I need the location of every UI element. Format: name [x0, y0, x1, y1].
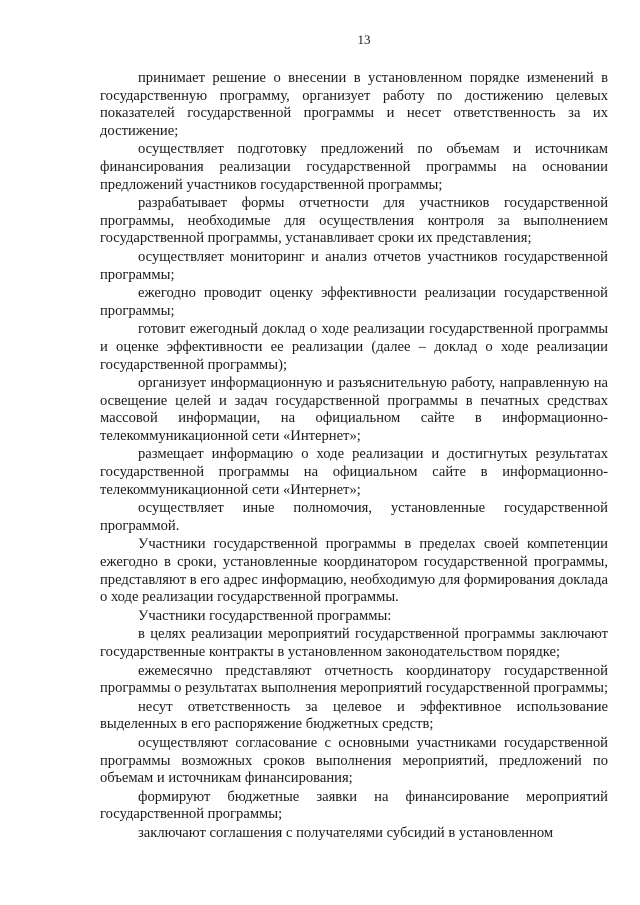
paragraph: готовит ежегодный доклад о ходе реализации государственной программы и оценке эффективности ее реализации (далее – доклад о ходе реализации государственной программы);: [100, 321, 608, 373]
paragraph: формируют бюджетные заявки на финансирование мероприятий государственной программы;: [100, 788, 608, 823]
paragraph: осуществляет подготовку предложений по объемам и источникам финансирования реализации государственной программы на основании предложений участников государственной программы;: [100, 141, 608, 193]
paragraph: размещает информацию о ходе реализации и достигнутых результатах государственной программы на официальном сайте в информационно-телекоммуникационной сети «Интернет»;: [100, 446, 608, 498]
paragraph: Участники государственной программы в пределах своей компетенции ежегодно в сроки, установленные координатором государственной программы, представляют в его адрес информацию, необходимую для формирования доклада о ходе реализации государственной программы.: [100, 536, 608, 606]
paragraph: организует информационную и разъяснительную работу, направленную на освещение целей и задач государственной программы в печатных средствах массовой информации, на официальном сайте в информационно-телекоммуникационной сети «Интернет»;: [100, 375, 608, 444]
paragraph: в целях реализации мероприятий государственной программы заключают государственные контракты в установленном законодательством порядке;: [100, 626, 608, 660]
paragraph: принимает решение о внесении в установленном порядке изменений в государственную программу, организует работу по достижению целевых показателей государственной программы и несет ответственность за их достижение;: [100, 70, 608, 139]
paragraph: разрабатывает формы отчетности для участников государственной программы, необходимые для осуществления контроля за выполнением государственной программы, устанавливает сроки их представления;: [100, 195, 608, 247]
paragraph: осуществляют согласование с основными участниками государственной программы возможных сроков выполнения мероприятий, предложений по объемам и источникам финансирования;: [100, 734, 608, 787]
paragraph: осуществляет иные полномочия, установленные государственной программой.: [100, 500, 608, 534]
document-body: [100, 70, 608, 843]
paragraph: ежегодно проводит оценку эффективности реализации государственной программы;: [100, 285, 608, 319]
page-number: 13: [357, 32, 371, 47]
paragraph: ежемесячно представляют отчетность координатору государственной программы о результатах выполнения мероприятий государственной программы;: [100, 662, 609, 697]
paragraph: Участники государственной программы:: [138, 607, 392, 624]
paragraph: осуществляет мониторинг и анализ отчетов участников государственной программы;: [100, 248, 608, 283]
paragraph: заключают соглашения с получателями субсидий в установленном: [138, 824, 554, 841]
paragraph: несут ответственность за целевое и эффективное использование выделенных в его распоряжение бюджетных средств;: [100, 698, 608, 733]
